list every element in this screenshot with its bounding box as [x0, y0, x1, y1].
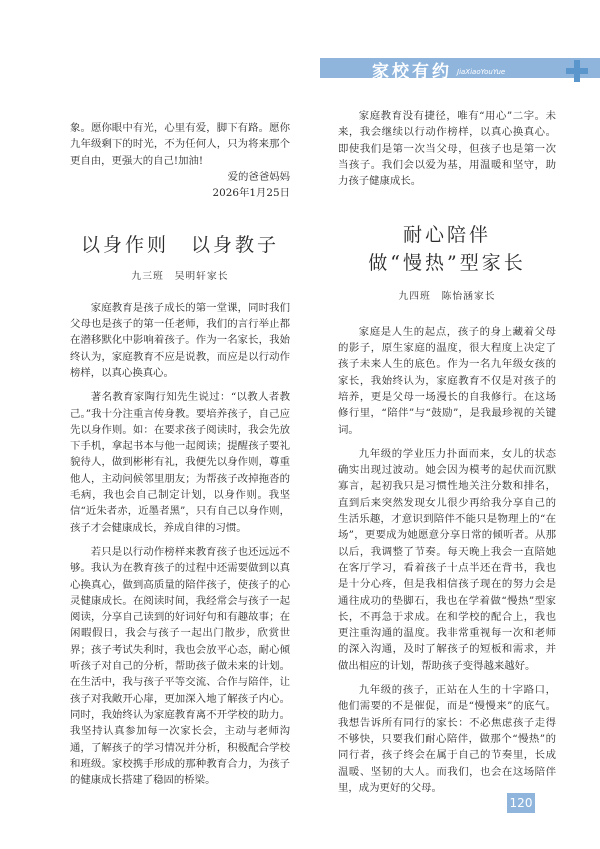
- article-byline: 九三班 吴明轩家长: [131, 271, 229, 283]
- article-paragraph: 家庭教育是孩子成长的第一堂课，同时我们父母也是孩子的第一任老师，我们的言行举止都在潜移默化中影响着孩子。作为一名家长，我始终认为，家庭教育不应是说教，而应是以行动作榜样，以真心换真心。: [70, 301, 290, 379]
- article-byline: 九四班 陈怡涵家长: [398, 291, 496, 303]
- article-title: 以身作则 以身教子: [80, 234, 279, 257]
- section-header: [372, 58, 505, 80]
- article-paragraph: 九年级的学业压力扑面而来，女儿的状态确实出现过波动。她会因为模考的起伏而沉默寡言，起初我只是习惯性地关注分数和排名，直到后来突然发现女儿很少再给我分享自己的生活乐趣，才意识到陪伴不能只是物理上的“在场”，更要成为她愿意分享日常的倾听者。从那以后，我调整了节奏。每天晚上我会一直陪她在客厅学习，看着孩子十点半还在背书，我也是十分心疼，但是我相信孩子现在的努力会是通往成功的垫脚石，我也在学着做“慢热”型家长，不再急于求成。在和学校的配合上，我也更注重沟通的温度。我非常重视每一次和老师的深入沟通，及时了解孩子的短板和需求，并做出相应的计划，帮助孩子变得越来越好。: [338, 447, 556, 672]
- left-column: [70, 120, 290, 788]
- article-conclusion: 家庭教育没有捷径，唯有“用心”二字。未来，我会继续以行动作榜样，以真心换真心。即使我们是第一次当父母，但孩子也是第一次当孩子。我们会以爱为基，用温暖和坚守，助力孩子健康成长。: [338, 110, 556, 188]
- article-paragraph: 九年级的孩子，正站在人生的十字路口，他们需要的不是催促，而是“慢慢来”的底气。我想告诉所有同行的家长：不必焦虑孩子走得不够快，只要我们耐心陪伴，做那个“慢热”的同行者，孩子终会在属于自己的节奏里，长成温暖、坚韧的大人。而我们，也会在这场陪伴里，成为更好的父母。: [338, 684, 556, 794]
- right-column: [338, 108, 556, 796]
- section-subtitle: JiaXiaoYouYue: [457, 68, 506, 76]
- cross-icon: [566, 60, 588, 82]
- page-number: 120: [507, 793, 535, 813]
- letter-continuation: 象。愿你眼中有光，心里有爱，脚下有路。愿你九年级剩下的时光，不为任何人，只为将来那个更自由，更强大的自己!加油!: [70, 122, 290, 167]
- letter-date: 2026年1月25日: [212, 187, 290, 200]
- article-paragraph: 若只是以行动作榜样来教育孩子也还远远不够。我认为在教育孩子的过程中还需要做到以真心换真心，做到高质量的陪伴孩子，使孩子的心灵健康成长。在阅读时间，我经常会与孩子一起阅读，分享自己读到的好词好句和有趣故事；在闲暇假日，我会与孩子一起出门散步，欣赏世界；孩子考试失利时，我也会放平心态，耐心倾听孩子对自己的分析，帮助孩子做未来的计划。在生活中，我与孩子平等交流、合作与陪伴，让孩子对我敞开心扉，更加深入地了解孩子内心。同时，我始终认为家庭教育离不开学校的助力。我坚持认真参加每一次家长会，主动与老师沟通，了解孩子的学习情况并分析，积极配合学校和班级。家校携手形成的那种教育合力，为孩子的健康成长搭建了稳固的桥梁。: [70, 545, 290, 787]
- article-paragraph: 家庭是人生的起点，孩子的身上藏着父母的影子，原生家庭的温度，很大程度上决定了孩子未来人生的底色。作为一名九年级女孩的家长，我始终认为，家庭教育不仅是对孩子的培养，更是父母一场漫长的自我修行。在这场修行里，“陪伴”与“鼓励”，是我最珍视的关键词。: [338, 325, 556, 436]
- article-paragraph: 著名教育家陶行知先生说过：“以教人者教己。”我十分注重言传身教。要培养孩子，自己应先以身作则。如：在要求孩子阅读时，我会先放下手机，拿起书本与他一起阅读；提醒孩子要礼貌待人，做到彬彬有礼，我便先以身作则，尊重他人，主动问候邻里朋友；为帮孩子改掉拖沓的毛病，我也会自己制定计划，以身作则。我坚信“近朱者赤，近墨者黑”，只有自己以身作则，孩子才会健康成长，养成自律的习惯。: [70, 391, 290, 534]
- section-title: 家校有约: [372, 61, 452, 82]
- article-title-line: 做“慢热”型家长: [368, 252, 526, 275]
- letter-signature: 爱的爸爸妈妈: [227, 170, 290, 183]
- article-title: [338, 221, 556, 277]
- article-title-line: 耐心陪伴: [402, 224, 491, 247]
